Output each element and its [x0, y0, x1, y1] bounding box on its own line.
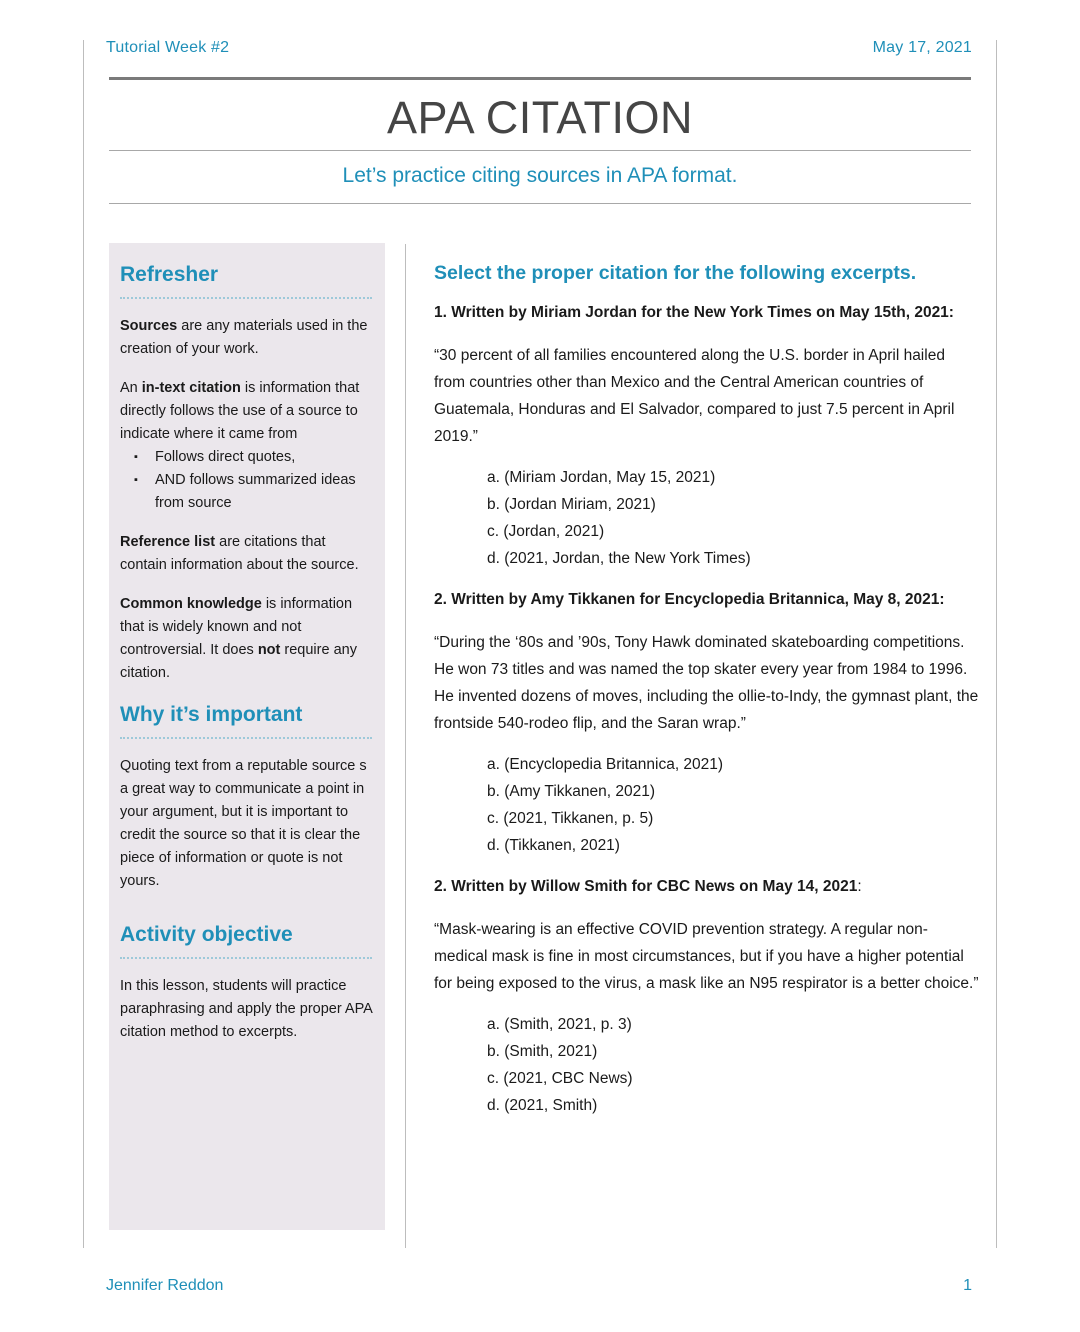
why-heading: Why it’s important [120, 703, 303, 726]
answer-option: d. (2021, Smith) [487, 1097, 598, 1114]
header-left: Tutorial Week #2 [106, 39, 230, 56]
header-date: May 17, 2021 [872, 39, 972, 56]
footer-author: Jennifer Reddon [106, 1277, 224, 1294]
answer-option: b. (Jordan Miriam, 2021) [487, 496, 656, 513]
sources-definition: Sources are any materials used in the creation of your work. [120, 318, 368, 357]
column-divider [405, 244, 406, 1248]
objective-heading: Activity objective [120, 923, 293, 946]
question-1 [434, 299, 979, 572]
subtitle-rule [109, 203, 971, 204]
intext-bullets [120, 446, 373, 515]
answer-option: c. (2021, Tikkanen, p. 5) [487, 810, 654, 827]
answer-option: b. (Amy Tikkanen, 2021) [487, 783, 655, 800]
question-2 [434, 586, 979, 859]
answer-option: c. (Jordan, 2021) [487, 523, 605, 540]
answer-option: c. (2021, CBC News) [487, 1070, 633, 1087]
answer-options [487, 751, 979, 859]
main-content [434, 262, 979, 1133]
question-title: 1. Written by Miriam Jordan for the New York Times on May 15th, 2021: [434, 304, 954, 321]
page-edge-left [83, 40, 84, 1248]
page-number: 1 [963, 1277, 972, 1294]
question-title: 2. Written by Amy Tikkanen for Encyclopedia Britannica, May 8, 2021: [434, 591, 945, 608]
page-title: APA CITATION [386, 92, 694, 143]
reference-list-definition: Reference list are citations that contain information about the source. [120, 534, 359, 573]
main-heading: Select the proper citation for the following excerpts. [434, 262, 917, 284]
answer-option: d. (2021, Jordan, the New York Times) [487, 550, 751, 567]
list-item: ▪ AND follows summarized ideas from source [134, 469, 373, 515]
answer-option: a. (Encyclopedia Britannica, 2021) [487, 756, 724, 773]
dotted-divider [120, 297, 372, 299]
intext-definition: An in-text citation is information that directly follows the use of a source to indicate where it came from [120, 380, 360, 442]
question-title: 2. Written by Willow Smith for CBC News on May 14, 2021: [434, 878, 862, 895]
answer-option: a. (Miriam Jordan, May 15, 2021) [487, 469, 716, 486]
title-rule-top [109, 77, 971, 80]
answer-options [487, 464, 979, 572]
list-item: ▪ Follows direct quotes, [134, 446, 373, 469]
refresher-heading: Refresher [120, 263, 219, 286]
question-3 [434, 873, 979, 1119]
answer-option: a. (Smith, 2021, p. 3) [487, 1016, 632, 1033]
answer-option: d. (Tikkanen, 2021) [487, 837, 620, 854]
question-quote: “Mask-wearing is an effective COVID prevention strategy. A regular non-medical mask is fine in most circumstances, but if you have a higher potential for being exposed to the virus, a mask like an N95 respirator is a better choice.” [434, 921, 979, 992]
why-text: Quoting text from a reputable source s a great way to communicate a point in your argument, but it is important to credit the source so that it is clear the piece of information or quote is not yours. [120, 758, 367, 889]
page-edge-right [996, 40, 997, 1248]
objective-text: In this lesson, students will practice paraphrasing and apply the proper APA citation method to excerpts. [120, 978, 373, 1040]
common-knowledge-definition: Common knowledge is information that is widely known and not controversial. It does not require any citation. [120, 596, 357, 681]
question-quote: “30 percent of all families encountered along the U.S. border in April hailed from countries other than Mexico and the Central American countries of Guatemala, Honduras and El Salvador, compared to just 7.5 percent in April 2019.” [434, 347, 955, 445]
dotted-divider [120, 737, 372, 739]
answer-option: b. (Smith, 2021) [487, 1043, 598, 1060]
answer-options [487, 1011, 979, 1119]
sidebar [109, 243, 385, 1230]
page-subtitle: Let’s practice citing sources in APA format. [342, 164, 738, 187]
title-rule-bottom [109, 150, 971, 151]
question-quote: “During the ‘80s and ’90s, Tony Hawk dominated skateboarding competitions. He won 73 titles and was named the top skater every year from 1984 to 1996. He invented dozens of moves, including the ollie-to-Indy, the gymnast plant, the frontside 540-rodeo flip, and the Saran wrap.” [434, 634, 979, 732]
dotted-divider [120, 957, 372, 959]
